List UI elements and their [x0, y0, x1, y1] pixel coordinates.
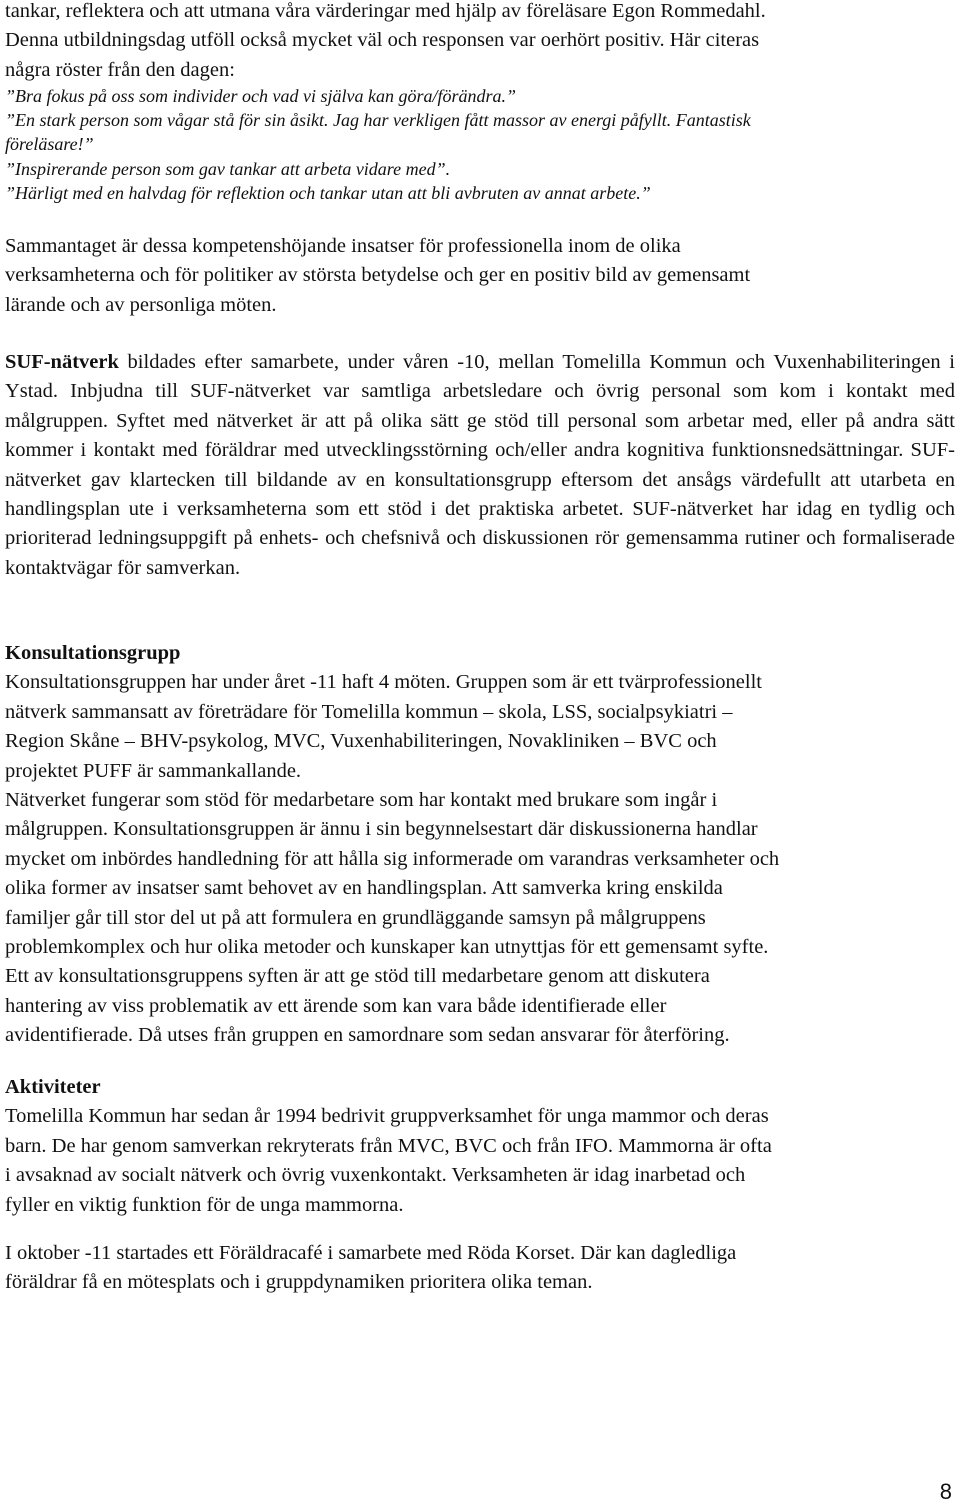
section-heading: Aktiviteter — [5, 1076, 101, 1098]
text-line: föräldrar få en mötesplats och i gruppdynamiken prioritera olika teman. — [5, 1271, 593, 1294]
text-line: verksamheterna och för politiker av största betydelse och ger en positiv bild av gemensamt — [5, 264, 751, 287]
konsultation-section — [5, 639, 779, 1051]
text-line: I oktober -11 startades ett Föräldracafé i samarbete med Röda Korset. Där kan dagledliga — [5, 1242, 737, 1264]
quote-line: ”Inspirerande person som gav tankar att arbeta vidare med”. — [5, 158, 451, 179]
text-line: mycket om inbördes handledning för att hålla sig informerade om varandras verksamheter och — [5, 847, 780, 870]
quotes-block — [5, 84, 751, 205]
text-line: barn. De har genom samverkan rekryterats från MVC, BVC och från IFO. Mammorna är ofta — [5, 1134, 772, 1157]
page-number: 8 — [939, 1479, 952, 1504]
text-line: projektet PUFF är sammankallande. — [5, 759, 302, 782]
text-line: Tomelilla Kommun har sedan år 1994 bedrivit gruppverksamhet för unga mammor och deras — [5, 1105, 769, 1128]
text-line: familjer går till stor del ut på att formulera en grundläggande samsyn på målgruppens — [5, 906, 706, 929]
text-line: avidentifierade. Då utses från gruppen en samordnare som sedan ansvarar för återföring. — [5, 1024, 730, 1047]
section-heading: Konsultationsgrupp — [5, 642, 181, 664]
suf-body: bildades efter samarbete, under våren -10, mellan Tomelilla Kommun och Vuxenhabiliteringen i Ystad. Inbjudna till SUF-nätverket var samtliga arbetsledare och övrig personal som kom i kontakt med målgruppen. Syftet med nätverket är att på olika sätt ge stöd till personal som arbetar med, eller på andra sätt kommer i kontakt med föräldrar med utvecklingsstörning och/eller andra kognitiva funktionsnedsättningar. SUF-nätverket gav klartecken till bildande av en konsultationsgrupp eftersom det ansågs värdefullt att utarbeta en handlingsplan ute i verksamheterna som ett stöd i det praktiska arbetet. SUF-nätverket har idag en tydlig och prioriterad ledningsuppgift på enhets- och chefsnivå och diskussionen rör gemensamma rutiner och formaliserade kontaktvägar för samverkan. — [5, 351, 955, 579]
text-line: Nätverket fungerar som stöd för medarbetare som har kontakt med brukare som ingår i — [5, 789, 718, 812]
text-line: hantering av viss problematik av ett ärende som kan vara både identifierade eller — [5, 994, 667, 1017]
text-line: några röster från den dagen: — [5, 58, 235, 81]
text-line: lärande och av personliga möten. — [5, 293, 277, 316]
text-line: Konsultationsgruppen har under året -11 haft 4 möten. Gruppen som är ett tvärprofessionellt — [5, 671, 762, 694]
quote-line: ”Bra fokus på oss som individer och vad vi själva kan göra/förändra.” — [5, 86, 516, 106]
suf-text — [5, 348, 955, 583]
quote-line: ”Härligt med en halvdag för reflektion och tankar utan att bli avbruten av annat arbete.” — [5, 182, 651, 203]
foraldracafe-paragraph — [5, 1239, 736, 1298]
suf-paragraph — [5, 348, 955, 583]
aktiviteter-section — [5, 1073, 772, 1220]
quote-line: ”En stark person som vågar stå för sin åsikt. Jag har verkligen fått massor av energi påfyllt. Fantastisk — [5, 110, 751, 131]
text-line: fyller en viktig funktion för de unga mammorna. — [5, 1193, 404, 1216]
summary-paragraph — [5, 232, 750, 320]
intro-paragraph — [5, 0, 766, 85]
quote-line: föreläsare!” — [5, 134, 94, 155]
text-line: olika former av insatser samt behovet av en handlingsplan. Att samverka kring enskilda — [5, 877, 723, 900]
text-line: tankar, reflektera och att utmana våra värderingar med hjälp av föreläsare Egon Rommedahl. — [5, 0, 766, 22]
text-line: Sammantaget är dessa kompetenshöjande insatser för professionella inom de olika — [5, 235, 681, 257]
text-line: problemkomplex och hur olika metoder och kunskaper kan utnyttjas för ett gemensamt syfte. — [5, 936, 769, 959]
text-line: Denna utbildningsdag utföll också mycket väl och responsen var oerhört positiv. Här citeras — [5, 29, 760, 52]
text-line: målgruppen. Konsultationsgruppen är ännu i sin begynnelsestart där diskussionerna handlar — [5, 818, 758, 841]
text-line: i avsaknad av socialt nätverk och övrig vuxenkontakt. Verksamheten är idag inarbetad och — [5, 1164, 746, 1187]
suf-title: SUF-nätverk — [5, 351, 119, 373]
text-line: nätverk sammansatt av företrädare för Tomelilla kommun – skola, LSS, socialpsykiatri – — [5, 700, 733, 723]
text-line: Ett av konsultationsgruppens syften är att ge stöd till medarbetare genom att diskutera — [5, 965, 710, 988]
text-line: Region Skåne – BHV-psykolog, MVC, Vuxenhabiliteringen, Novakliniken – BVC och — [5, 730, 717, 753]
